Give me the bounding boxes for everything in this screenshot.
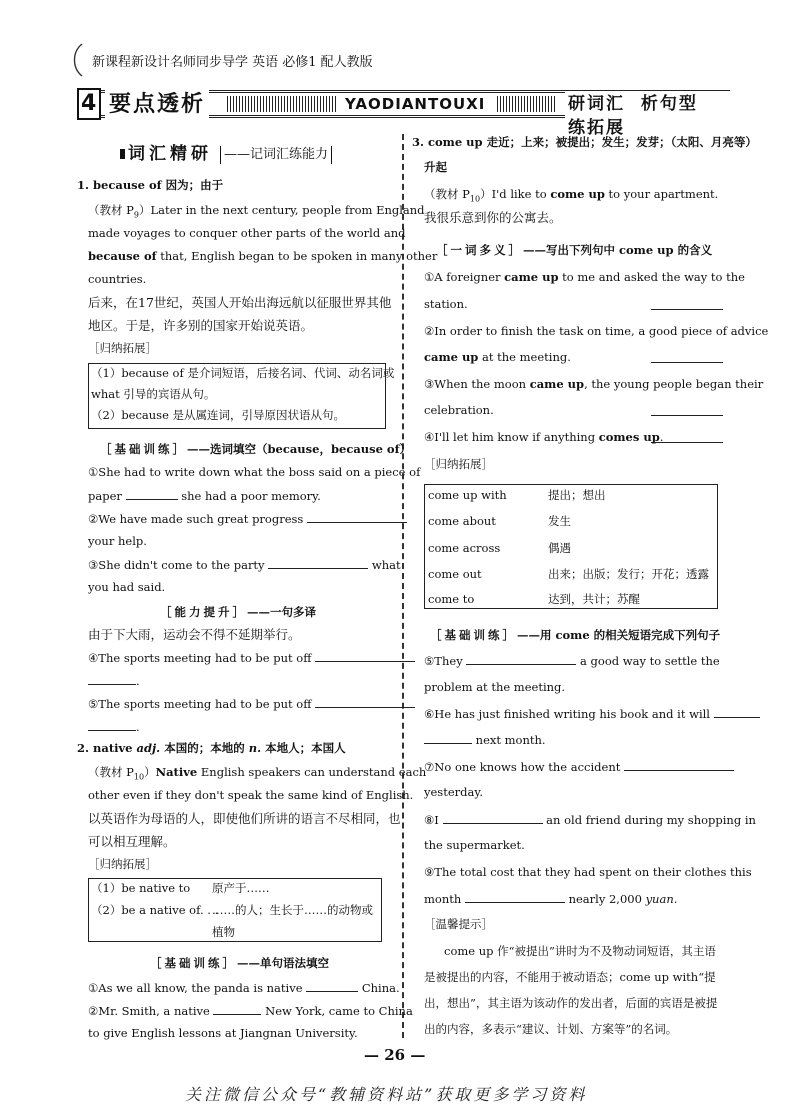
q1-line1: ①She had to write down what the boss said on a piece of [88, 465, 421, 479]
q4-line2: . [88, 673, 140, 689]
section-tags: 研词汇 析句型 练拓展 [565, 92, 730, 140]
m1-line2: station. [424, 297, 468, 311]
ability-cn: 由于下大雨，运动会不得不延期举行。 [88, 627, 301, 642]
rq6-line2: next month. [424, 732, 546, 748]
item2-en-line2: other even if they don't speak the same kind of English. [88, 788, 414, 802]
box2-row2-en: （2）be a native of. . . [91, 903, 219, 917]
watermark: 关注微信公众号“教辅资料站”获取更多学习资料 [185, 1085, 588, 1104]
summary-tag-2: ［归纳拓展］ [88, 857, 157, 871]
m3-line1: ③When the moon came up, the young people began their [424, 377, 764, 391]
vocab-subtitle: ——记词汇练能力 [220, 146, 332, 164]
q7-line2: to give English lessons at Jiangnan University. [88, 1026, 358, 1040]
q6-line: ①As we all know, the panda is native China. [88, 981, 400, 995]
q3-blank[interactable] [268, 557, 368, 569]
q4-line1: ④The sports meeting had to be put off [88, 650, 415, 666]
ability-heading: ［能力提升］——一句多译 [160, 605, 316, 619]
q1-blank[interactable] [126, 488, 178, 500]
drill2-heading: ［基础训练］——单句语法填空 [150, 956, 329, 970]
rq8-line1: ⑧I an old friend during my shopping in [424, 813, 756, 827]
rq6-blank-a[interactable] [714, 706, 760, 718]
vocab-title: 词汇精研 [128, 144, 212, 164]
book-title: 新课程新设计名师同步导学 英语 必修1 配人教版 [92, 55, 373, 70]
section-pinyin: YAODIANTOUXI [345, 95, 486, 113]
m2-blank[interactable] [651, 351, 723, 363]
q7-blank[interactable] [213, 1003, 261, 1015]
box2-row1-cn: 原产于…… [212, 881, 270, 895]
phrase-cn: 出来；出版；发行；开花；透露 [548, 567, 709, 581]
item1-en-line2: made voyages to conquer other parts of the world and [88, 226, 406, 240]
section-number: 4 [81, 91, 97, 116]
rq6-blank-b[interactable] [424, 732, 472, 744]
drill3-heading: ［基础训练］——用 come 的相关短语完成下列句子 [430, 628, 721, 642]
item3-heading-2: 升起 [424, 160, 447, 174]
item2-heading: 2. native adj. 本国的；本地的 n. 本地人；本国人 [77, 741, 346, 755]
section-title: 要点透析 [105, 90, 209, 118]
section-banner [77, 88, 730, 138]
column-divider [402, 134, 404, 1038]
item3-cn: 我很乐意到你的公寓去。 [424, 210, 562, 225]
multi-heading: ［一词多义］——写出下列句中 come up 的含义 [436, 243, 713, 257]
rq8-blank[interactable] [443, 812, 543, 824]
q5-line1: ⑤The sports meeting had to be put off [88, 696, 415, 712]
q5-line2: . [88, 719, 140, 735]
q2-line1: ②We have made such great progress [88, 511, 407, 527]
item1-cn-line2: 地区。于是，许多别的国家开始说英语。 [88, 318, 314, 333]
box1-line3: （2）because 是从属连词，引导原因状语从句。 [91, 408, 346, 422]
item1-source: （教材 $P_9)Later$ in the next century, people from England [88, 203, 425, 220]
rq6-line1: ⑥He has just finished writing his book and it will [424, 706, 760, 722]
q2-line2: your help. [88, 534, 147, 548]
drill1-heading: ［基础训练］——选词填空（because，because of） [100, 442, 412, 456]
q4-blank-b[interactable] [88, 673, 136, 685]
phrase-cn: 达到，共计；苏醒 [548, 592, 640, 606]
q7-line1: ②Mr. Smith, a native New York, came to China [88, 1004, 413, 1018]
q5-blank-a[interactable] [315, 696, 415, 708]
phrase-cn: 发生 [548, 514, 571, 528]
tip-line1: come up 作“被提出”讲时为不及物动词短语，其主语 [444, 944, 716, 958]
rq5-blank[interactable] [466, 653, 576, 665]
heading-marker-icon [120, 149, 125, 159]
m1-line1: ①A foreigner came up to me and asked the way to the [424, 270, 745, 284]
box2-row2-cn: ……的人；生长于……的动物或 [212, 903, 373, 917]
phrase-en: come out [428, 567, 482, 581]
rq9-line2: month nearly 2,000 yuan. [424, 892, 678, 906]
rq7-line2: yesterday. [424, 785, 483, 799]
item1-en-line3: because of that, English began to be spoken in many other [88, 249, 438, 263]
tip-line3: 出，想出”，其主语为该动作的发出者，后面的宾语是被提 [424, 996, 718, 1010]
box1-line2: what 引导的宾语从句。 [91, 387, 216, 401]
rq7-blank[interactable] [624, 759, 734, 771]
tip-line4: 出的内容，多表示“建议、计划、方案等”的名词。 [424, 1022, 678, 1036]
m4-blank[interactable] [651, 431, 723, 443]
m4-line: ④I'll let him know if anything comes up. [424, 430, 664, 444]
rq9-blank[interactable] [465, 891, 565, 903]
m3-blank[interactable] [651, 404, 723, 416]
q4-blank-a[interactable] [315, 650, 415, 662]
q2-blank[interactable] [307, 511, 407, 523]
header-curl-mark [70, 42, 86, 78]
phrase-cn: 提出；想出 [548, 488, 606, 502]
item2-source: （教材 $P_{10})Native$ English speakers can understand each [88, 765, 427, 782]
m1-blank[interactable] [651, 298, 723, 310]
page-number: — 26 — [364, 1046, 426, 1064]
item2-cn-line1: 以英语作为母语的人，即使他们所讲的语言不尽相同，也 [88, 811, 401, 826]
phrase-en: come up with [428, 488, 507, 502]
phrase-en: come about [428, 514, 496, 528]
m2-line1: ②In order to finish the task on time, a good piece of advice [424, 324, 769, 338]
section-stripes-2 [497, 96, 557, 112]
q3-line2: you had said. [88, 580, 166, 594]
item1-cn-line1: 后来，在17世纪，英国人开始出海远航以征服世界其他 [88, 295, 392, 310]
box2-row1-en: （1）be native to [91, 881, 191, 895]
item3-source: （教材 $P_{10})I'd$ like to come up to your apartment. [424, 187, 719, 204]
section-stripes [227, 96, 337, 112]
item2-cn-line2: 可以相互理解。 [88, 834, 176, 849]
summary-tag-1: ［归纳拓展］ [88, 341, 157, 355]
box1-line1: （1）because of 是介词短语，后接名词、代词、动名词或 [91, 366, 395, 380]
rq7-line1: ⑦No one knows how the accident [424, 759, 734, 775]
rq8-line2: the supermarket. [424, 838, 525, 852]
phrase-en: come to [428, 592, 475, 606]
item3-heading-1: 3. come up 走近；上来；被提出；发生；发芽；（太阳、月亮等） [412, 135, 757, 149]
box2-row2-cn2: 植物 [212, 925, 235, 939]
q6-blank[interactable] [306, 980, 358, 992]
m3-line2: celebration. [424, 403, 494, 417]
tip-tag: ［温馨提示］ [424, 917, 493, 931]
summary-tag-3: ［归纳拓展］ [424, 457, 493, 471]
q1-line2: paper she had a poor memory. [88, 489, 321, 503]
item1-heading: 1. because of 因为；由于 [77, 178, 224, 192]
item1-en-line4: countries. [88, 272, 147, 286]
tip-line2: 是被提出的内容，不能用于被动语态；come up with“提 [424, 970, 716, 984]
phrase-en: come across [428, 541, 501, 555]
rq5-line2: problem at the meeting. [424, 680, 566, 694]
q3-line1: ③She didn't come to the party what [88, 558, 401, 572]
rq9-line1: ⑨The total cost that they had spent on their clothes this [424, 865, 752, 879]
phrase-cn: 偶遇 [548, 541, 571, 555]
rq5-line1: ⑤They a good way to settle the [424, 654, 720, 668]
m2-line2: came up at the meeting. [424, 350, 571, 364]
q5-blank-b[interactable] [88, 719, 136, 731]
